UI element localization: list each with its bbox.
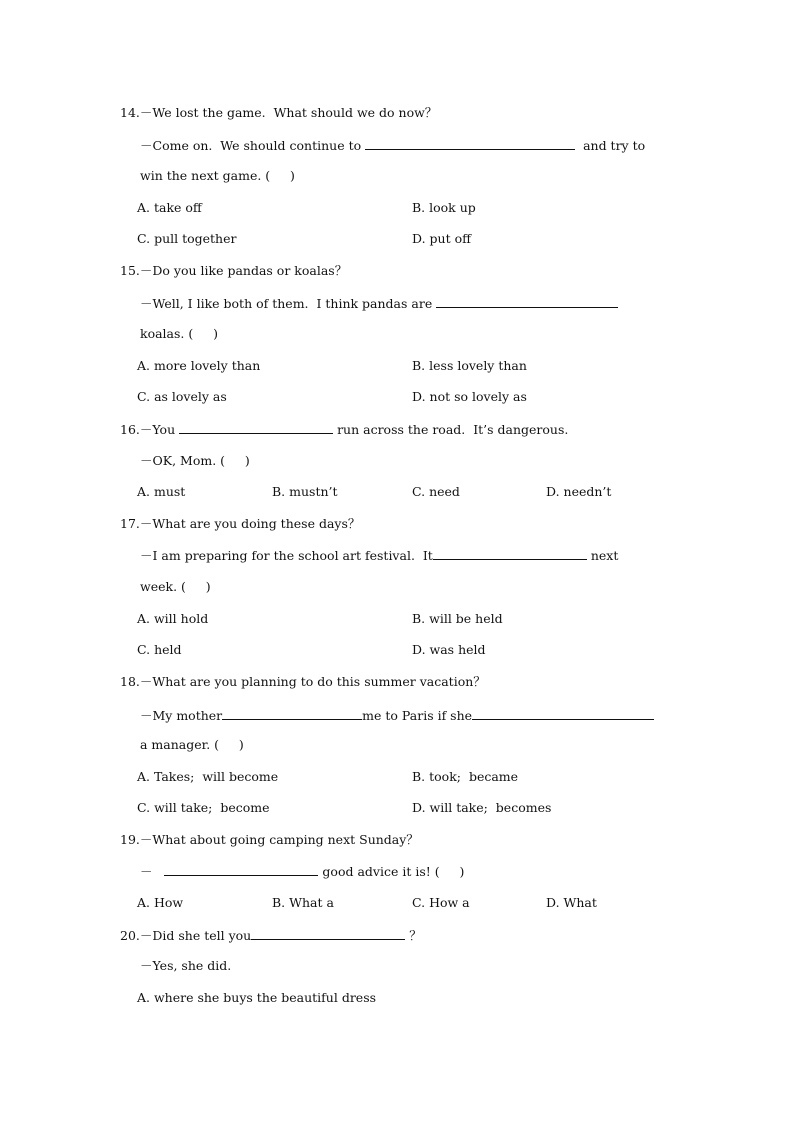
- question-14-option-b: B. look up: [412, 200, 476, 215]
- question-17-option-c: C. held: [137, 642, 182, 657]
- question-17-response: [140, 547, 618, 564]
- question-15-option-a: A. more lovely than: [137, 358, 261, 373]
- question-16-option-c: C. need: [412, 484, 460, 499]
- response-text: next: [586, 548, 619, 563]
- question-16-response: －OK, Mom. ( ): [140, 453, 250, 468]
- question-15-option-d: D. not so lovely as: [412, 389, 527, 404]
- question-18-continuation: a manager. ( ): [140, 737, 244, 752]
- response-text: good advice it is! ( ): [318, 864, 465, 879]
- response-text: and try to: [575, 138, 646, 153]
- question-14-option-c: C. pull together: [137, 231, 237, 246]
- stem-text: 20.－Did she tell you: [120, 928, 252, 943]
- response-text: me to Paris if she: [362, 708, 473, 723]
- question-19-stem: 19.－What about going camping next Sunday？: [120, 832, 419, 847]
- question-16-option-b: B. mustn’t: [272, 484, 338, 499]
- question-20-option-a: A. where she buys the beautiful dress: [137, 990, 377, 1005]
- answer-blank: [251, 927, 405, 940]
- question-17-option-b: B. will be held: [412, 611, 503, 626]
- question-18-stem: 18.－What are you planning to do this summer vacation？: [120, 674, 486, 689]
- question-18-option-a: A. Takes; will become: [137, 769, 279, 784]
- question-15-stem: 15.－Do you like pandas or koalas？: [120, 263, 348, 278]
- question-15-continuation: koalas. ( ): [140, 326, 218, 341]
- question-15-response: [140, 295, 618, 312]
- stem-text: ？: [405, 928, 422, 943]
- question-15-option-b: B. less lovely than: [412, 358, 527, 373]
- stem-text: run across the road. It’s dangerous.: [333, 422, 569, 437]
- question-16-stem: [120, 421, 568, 438]
- response-text: －I am preparing for the school art festival. It: [140, 548, 433, 563]
- answer-blank: [472, 707, 654, 720]
- question-14-option-a: A. take off: [137, 200, 202, 215]
- answer-blank: [164, 863, 318, 876]
- question-19-option-a: A. How: [137, 895, 184, 910]
- question-14-continuation: win the next game. ( ): [140, 168, 295, 183]
- response-text: －My mother: [140, 708, 223, 723]
- question-17-stem: 17.－What are you doing these days？: [120, 516, 361, 531]
- answer-blank: [179, 421, 333, 434]
- question-17-option-d: D. was held: [412, 642, 486, 657]
- answer-blank: [433, 547, 587, 560]
- question-18-option-c: C. will take; become: [137, 800, 270, 815]
- question-15-option-c: C. as lovely as: [137, 389, 227, 404]
- question-18-option-d: D. will take; becomes: [412, 800, 552, 815]
- stem-text: 16.－You: [120, 422, 180, 437]
- answer-blank: [365, 137, 575, 150]
- response-text: －: [140, 864, 161, 879]
- question-16-option-a: A. must: [137, 484, 186, 499]
- question-18-response: [140, 707, 654, 724]
- response-text: －Come on. We should continue to: [140, 138, 366, 153]
- question-17-option-a: A. will hold: [137, 611, 209, 626]
- question-19-option-d: D. What: [546, 895, 597, 910]
- question-19-option-c: C. How a: [412, 895, 470, 910]
- question-20-response: －Yes, she did.: [140, 958, 232, 973]
- question-14-stem: 14.－We lost the game. What should we do now？: [120, 105, 438, 120]
- question-14-option-d: D. put off: [412, 231, 471, 246]
- answer-blank: [436, 295, 618, 308]
- question-18-option-b: B. took; became: [412, 769, 519, 784]
- question-14-response: [140, 137, 645, 154]
- question-19-option-b: B. What a: [272, 895, 334, 910]
- question-19-response: [140, 863, 464, 880]
- response-text: －Well, I like both of them. I think pandas are: [140, 296, 437, 311]
- question-17-continuation: week. ( ): [140, 579, 211, 594]
- question-20-stem: [120, 927, 422, 944]
- answer-blank: [222, 707, 362, 720]
- question-16-option-d: D. needn’t: [546, 484, 612, 499]
